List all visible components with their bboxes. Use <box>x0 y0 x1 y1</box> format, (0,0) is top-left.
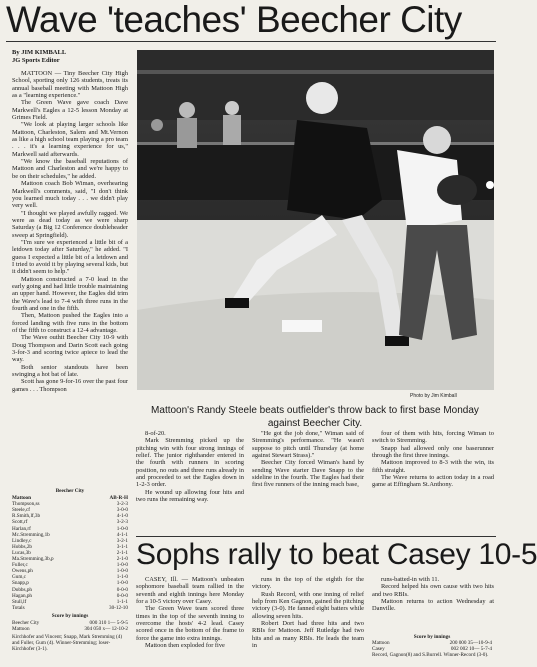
paragraph: MATTOON — Tiny Beecher City High School, sporting only 126 students, treats its annual baseball meeting with Mattoon High as a "learning experience." <box>12 70 128 100</box>
sophs-innings-table <box>372 640 492 652</box>
table-cell: 0-0-0 <box>116 586 128 593</box>
photo-caption: Mattoon's Randy Steele beats outfielder's throw back to first base Monday against Beecher City. <box>151 405 479 429</box>
paragraph: Mattoon returns to action Wednesday at Danville. <box>372 598 494 613</box>
table-cell: Hobbs,2b <box>12 543 33 550</box>
table-cell: Lindley,c <box>12 537 32 544</box>
table-cell: Thompson,ss <box>12 501 40 508</box>
headline-rule <box>6 41 496 42</box>
box-score-notes: Kirchhofer and Vincent; Snapp, Mark Stremming (4) and Fuller, Gum (4). Winner-Stremming; loser-Kirchhofer (3-1). <box>12 634 123 653</box>
sophs-column-3 <box>372 576 494 632</box>
sophs-box-notes: Record, Gagnon(8) and S.Burrell. Winner-Record (3-0). <box>372 652 489 659</box>
story-column-1 <box>12 70 128 486</box>
paragraph: He wound up allowing four hits and two runs the remaining way. <box>136 488 244 504</box>
table-cell: Gum,c <box>12 574 26 581</box>
table-cell: 002 002 10— 5-7-4 <box>450 646 492 653</box>
paragraph: runs-batted-in with 11. <box>381 576 440 583</box>
byline <box>12 49 66 65</box>
story-column-4 <box>372 430 494 535</box>
paragraph: "He got the job done," Wiman said of Stremming's performance. "He wasn't suppose to pitch until Thursday (at home against Stewart Strass)." <box>252 430 364 460</box>
sophs-column-1 <box>136 576 244 667</box>
table-cell: 1-0-0 <box>116 568 128 575</box>
innings-table <box>12 620 128 632</box>
box-score <box>12 488 128 652</box>
paragraph: The Green Wave team scored three times in the top of the seventh inning to overcome the hosts' 4-2 lead. Casey scored once in the bottom of the frame to force the game into extra innings. <box>136 605 244 642</box>
paragraph: runs in the top of the eighth for the victory. <box>252 576 364 591</box>
paragraph: four of them with hits, forcing Wiman to switch to Stremming. <box>372 430 494 445</box>
box-score-title: Beecher City <box>55 488 85 494</box>
table-cell: 4-1-1 <box>116 531 128 538</box>
table-cell: 200 000 35—10-9-4 <box>449 640 492 647</box>
headline-sophs: Sophs rally to beat Casey 10-5 <box>136 538 537 571</box>
score-by-innings-title: Score by innings <box>51 612 89 619</box>
table-cell: R.Smith,lf,3b <box>12 513 41 520</box>
paragraph: "We look at playing larger schools like Mattoon, Charleston, Salem and Mt.Vernon as like a high school team playing a pro team . . . it's a learning experience for us," Markwell said afterwards. <box>12 121 128 158</box>
paragraph: Both senior standouts have been swinging a hot bat of late. <box>12 363 128 379</box>
paragraph: Scott has gone 9-for-16 over the past four games . . . Thompson <box>12 378 128 393</box>
table-cell: Lucas,3b <box>12 549 31 556</box>
table-cell: Ma.Stremming,3b,p <box>12 556 54 563</box>
table-cell: 1-0-0 <box>116 562 128 569</box>
story-column-2 <box>136 430 244 535</box>
table-cell: 000 310 1— 5-9-5 <box>89 619 128 626</box>
paragraph: "I'm sure we experienced a little bit of a letdown today after Saturday," he added. "I guess I expected a little bit of a letdown and I tried to avoid it by playing several kids, but it didn't seem to help." <box>12 238 128 276</box>
paragraph: Snapp had allowed only one baserunner through the first three innings. <box>372 444 494 460</box>
box-score-table <box>12 495 128 611</box>
table-cell: 3-1-1 <box>116 543 128 550</box>
table-cell: 1-0-0 <box>116 580 128 587</box>
paragraph: Robert Dort had three hits and two RBIs for Mattoon. Jeff Rutledge had two hits and as many RBIs. He leads the team in <box>252 620 364 650</box>
byline-author: By JIM KIMBALL <box>12 49 67 56</box>
paragraph: Record helped his own cause with two hits and two RBIs. <box>372 583 494 598</box>
baseball-play-illustration <box>137 50 494 390</box>
table-cell: 3-0-0 <box>116 507 128 514</box>
table-cell: Mattoon <box>12 626 30 633</box>
photo-credit: Photo by Jim Kimball <box>410 393 457 399</box>
table-cell: Steele,cf <box>12 507 31 514</box>
table-cell: Hagan,ph <box>12 592 33 599</box>
byline-title: JG Sports Editor <box>12 57 60 64</box>
table-cell: Mc.Stremming,1b <box>12 531 50 538</box>
table-cell: 2-1-1 <box>116 549 128 556</box>
paragraph: Then, Mattoon pushed the Eagles into a forced landing with five runs in the bottom of the fifth to construct a 12-4 advantage. <box>12 312 128 335</box>
paragraph: Mattoon coach Bob Wiman, overhearing Markwell's comments, said, "I don't think you learned much today . . . we didn't play very well. <box>12 180 128 210</box>
headline: Wave 'teaches' Beecher City <box>6 0 462 40</box>
table-cell: 1-1-0 <box>116 574 128 581</box>
table-cell: Owens,ph <box>12 568 33 575</box>
table-cell: Fuller,c <box>12 562 28 569</box>
table-cell: 304 050 x— 12-10-2 <box>84 626 128 633</box>
table-cell: 3-2-3 <box>116 501 128 508</box>
table-cell: Dobbs,ph <box>12 586 33 593</box>
paragraph: 8-of-20. <box>145 430 166 437</box>
story-column-3 <box>252 430 364 535</box>
table-cell: Snapp,p <box>12 580 29 587</box>
baseball-photo <box>137 50 494 390</box>
paragraph: Mark Stremming picked up the pitching win with four strong innings of relief. The junior righthander entered in the fourth with runners in scoring position, no outs and three runs already in and proceeded to set the Eagles down in 1-2-3 order. <box>136 437 244 489</box>
table-cell: 2-1-0 <box>116 556 128 563</box>
table-cell: Casey <box>372 646 385 653</box>
table-cell: 1-1-1 <box>116 598 128 605</box>
paragraph: "I thought we played awfully ragged. We were as dead today as we were sharp Saturday (a Big 12 Conference doubleheader sweep at Springfield). <box>12 209 128 239</box>
paragraph: Rush Record, with one inning of relief help from Ken Gagnon, gained the pitching victory (3-0). He fanned eight batters while allowing seven hits. <box>252 590 364 620</box>
table-cell: Mattoon <box>372 640 390 647</box>
paragraph: Mattoon constructed a 7-0 lead in the early going and had little trouble maintaining an upper hand. However, the Eagles did trim the Wave's lead to 7-4 with three runs in the fourth and one in the fifth. <box>12 275 128 312</box>
paragraph: "We know the baseball reputations of Mattoon and Charleston and we're happy to be on their schedules," he added. <box>12 158 128 180</box>
sophs-column-2 <box>252 576 364 667</box>
table-cell: 0-0-0 <box>116 592 128 599</box>
table-cell: 3-2-1 <box>116 537 128 544</box>
table-cell: Totals <box>12 604 25 611</box>
table-cell: Stull,lf <box>12 598 27 605</box>
paragraph: Mattoon improved to 8-3 with the win, its fifth straight. <box>372 459 494 474</box>
table-cell: 4-1-0 <box>116 513 128 520</box>
table-row <box>12 605 128 611</box>
table-cell: Scott,rf <box>12 519 28 526</box>
table-row <box>12 626 128 632</box>
paragraph: Mattoon then exploded for five <box>145 642 225 650</box>
paragraph: CASEY, Ill. — Mattoon's unbeaten sophomore baseball team rallied in the seventh and eighth innings here Monday for a 10-5 victory over Casey. <box>136 576 244 606</box>
table-cell: 1-0-0 <box>116 525 128 532</box>
table-cell: 3-2-3 <box>116 519 128 526</box>
paragraph: The Green Wave gave coach Dave Markwell's Eagles a 12-5 lesson Monday at Grimes Field. <box>12 99 128 122</box>
table-cell: AB-R-H <box>109 495 128 502</box>
table-cell: Mattoon <box>12 495 32 502</box>
paragraph: The Wave outhit Beecher City 10-9 with Doug Thompson and Darin Scott each going 3-for-3 and scoring twice apiece to lead the way. <box>12 334 128 364</box>
paragraph: The Wave returns to action today in a road game at Effingham St.Anthony. <box>372 474 494 489</box>
table-cell: Beecher City <box>12 619 40 626</box>
table-cell: 30-12-10 <box>108 604 128 611</box>
table-cell: Harlan,rf <box>12 525 31 532</box>
sophs-box-title: Score by innings <box>413 634 451 640</box>
paragraph: Beecher City forced Wiman's hand by sending Wave starter Dave Snapp to the sideline in the fourth. The Eagles had their first five runners of the inning reach base, <box>252 459 364 489</box>
sophs-box-score <box>372 634 492 658</box>
